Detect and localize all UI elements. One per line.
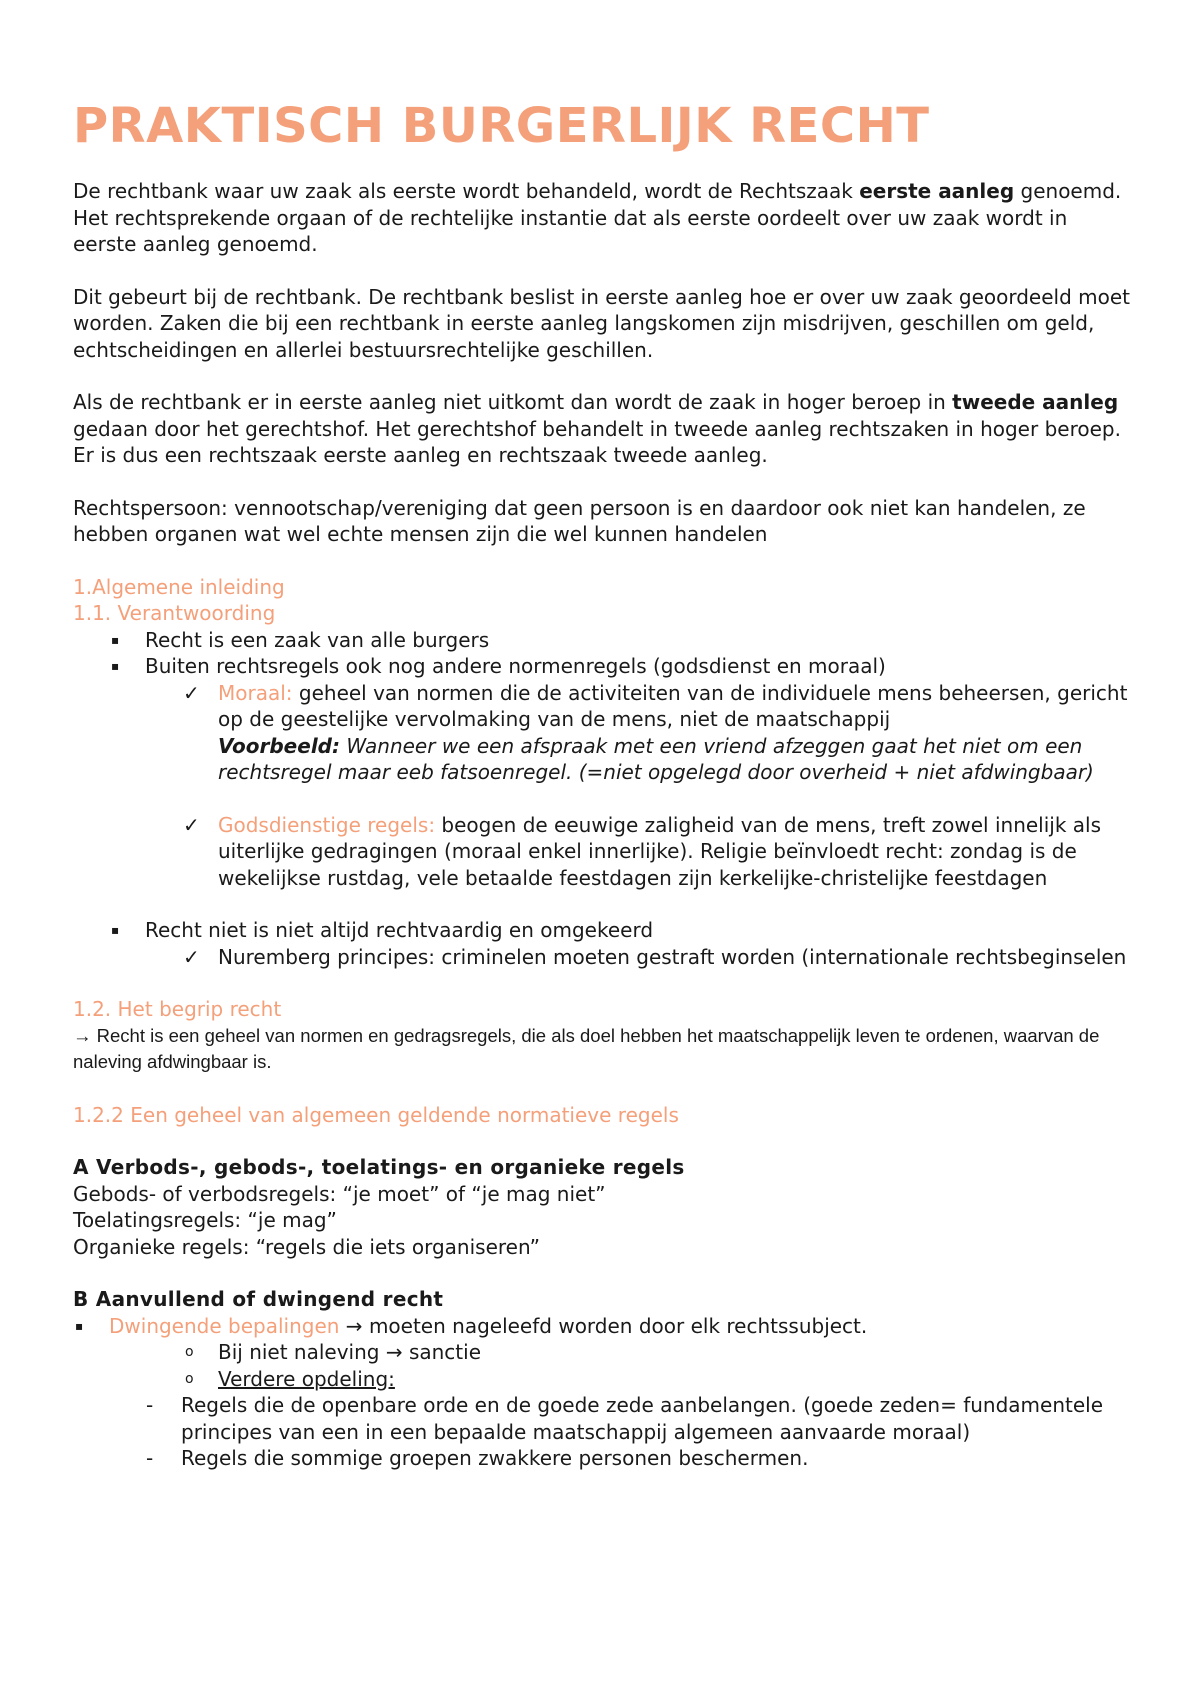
section-a-line-3: Organieke regels: “regels die iets organiseren”: [73, 1234, 540, 1259]
list-item-text: Recht is een zaak van alle burgers: [145, 627, 490, 652]
check-icon: ✓: [183, 680, 200, 705]
list-item: [73, 1366, 1133, 1393]
intro-p3-text-b: gedaan door het gerechtshof. Het gerechtshof behandelt in tweede aanleg rechtszaken in hoger beroep. Er is dus een rechtszaak eerste aanleg en rechtszaak tweede aanleg.: [73, 416, 1121, 467]
list-item-text: Recht niet is niet altijd rechtvaardig en omgekeerd: [145, 918, 654, 942]
circle-bullet-icon: o: [185, 1344, 194, 1360]
list-item-text: Bij niet naleving → sanctie: [218, 1340, 482, 1364]
definition-text: Recht is een geheel van normen en gedragsregels, die als doel hebben het maatschappelijk leven te ordenen, waarvan de naleving afdwingbaar is.: [73, 1024, 1100, 1072]
list-item: [73, 1339, 1133, 1366]
intro-paragraph-3: [73, 389, 1133, 469]
check-item-moraal: [73, 680, 1133, 786]
section-subheading-1-2: 1.2. Het begrip recht: [73, 997, 282, 1021]
arrow-icon: →: [339, 1313, 369, 1338]
intro-p3-text-a: Als de rechtbank er in eerste aanleg niet uitkomt dan wordt de zaak in hoger beroep in: [73, 390, 953, 414]
list-item: [73, 627, 1133, 654]
intro-p1-text-a: De rechtbank waar uw zaak als eerste wordt behandeld, wordt de Rechtszaak: [73, 179, 860, 203]
list-item: [73, 917, 1133, 944]
square-bullet-icon: ▪: [75, 1318, 84, 1333]
intro-paragraph-2: Dit gebeurt bij de rechtbank. De rechtbank beslist in eerste aanleg hoe er over uw zaak geoordeeld moet worden. Zaken die bij een rechtbank in eerste aanleg langskomen zijn misdrijven, geschillen om geld, echtscheidingen en allerlei bestuursrechtelijke geschillen.: [73, 284, 1131, 362]
check-item-text: beogen de eeuwige zaligheid van de mens, treft zowel innelijk als uiterlijke gedragingen (moraal enkel innerlijke). Religie beïnvloedt recht: zondag is de wekelijkse rustdag, vele betaalde feestdagen zijn kerkelijke-christelijke feestdagen: [218, 812, 1102, 890]
square-bullet-icon: ▪: [111, 923, 120, 937]
section-heading-b: B Aanvullend of dwingend recht: [73, 1287, 444, 1311]
check-item-nuremberg: [73, 944, 1133, 971]
list-item-text: moeten nageleefd worden door elk rechtssubject.: [368, 1313, 868, 1338]
list-item: [73, 1313, 1133, 1340]
section-a-line-2: Toelatingsregels: “je mag”: [73, 1208, 337, 1232]
square-bullet-icon: ▪: [111, 632, 120, 647]
section-heading-1: 1.Algemene inleiding: [73, 574, 285, 599]
intro-p3-bold: tweede aanleg: [952, 390, 1119, 414]
section-heading-a: A Verbods-, gebods-, toelatings- en organieke regels: [73, 1155, 685, 1179]
check-icon: ✓: [183, 944, 200, 969]
list-item-text: Verdere opdeling:: [218, 1366, 395, 1391]
check-item-text: Nuremberg principes: criminelen moeten gestraft worden (internationale rechtsbeginselen: [218, 944, 1127, 969]
arrow-icon: →: [73, 1024, 92, 1046]
list-item: [73, 653, 1133, 680]
check-item-label: Moraal:: [218, 680, 293, 705]
check-icon: ✓: [183, 812, 200, 837]
list-item: [73, 1392, 1133, 1445]
intro-paragraph-1: [73, 178, 1133, 258]
list-item: [73, 1445, 1133, 1472]
intro-p1-text-b: genoemd. Het rechtsprekende orgaan of de rechtelijke instantie dat als eerste oordeelt over uw zaak wordt in eerste aanleg genoemd.: [73, 179, 1122, 256]
list-item-text: Regels die de openbare orde en de goede zede aanbelangen. (goede zeden= fundamentele principes van een in een bepaalde maatschappij algemeen aanvaarde moraal): [181, 1393, 1104, 1444]
document-page: [73, 96, 1133, 1472]
check-item-text: geheel van normen die de activiteiten van de individuele mens beheersen, gericht op de geestelijke vervolmaking van de mens, niet de maatschappij: [218, 680, 1128, 731]
check-item-label: Godsdienstige regels:: [218, 812, 436, 837]
definition-paragraph: [73, 1023, 1133, 1076]
intro-p1-bold: eerste aanleg: [859, 179, 1015, 203]
section-subheading-1-1: 1.1. Verantwoording: [73, 601, 276, 625]
check-item-godsdienst: [73, 812, 1133, 892]
section-subheading-1-2-2: 1.2.2 Een geheel van algemeen geldende normatieve regels: [73, 1102, 679, 1127]
square-bullet-icon: ▪: [111, 659, 120, 673]
section-a-line-1: Gebods- of verbodsregels: “je moet” of “je mag niet”: [73, 1181, 606, 1206]
list-item-text: Regels die sommige groepen zwakkere personen beschermen.: [181, 1446, 809, 1470]
list-item-label: Dwingende bepalingen: [109, 1313, 340, 1338]
list-item-text: Buiten rechtsregels ook nog andere normenregels (godsdienst en moraal): [145, 654, 886, 678]
page-title: PRAKTISCH BURGERLIJK RECHT: [73, 98, 930, 154]
dash-bullet-icon: -: [146, 1446, 154, 1470]
example-text: Wanneer we een afspraak met een vriend afzeggen gaat het niet om een rechtsregel maar eeb fatsoenregel. (=niet opgelegd door overheid + niet afdwingbaar): [218, 733, 1094, 784]
dash-bullet-icon: -: [146, 1393, 154, 1417]
circle-bullet-icon: o: [185, 1370, 194, 1387]
intro-paragraph-4: Rechtspersoon: vennootschap/vereniging dat geen persoon is en daardoor ook niet kan handelen, ze hebben organen wat wel echte mensen zijn die wel kunnen handelen: [73, 495, 1086, 546]
example-label: Voorbeeld:: [218, 733, 340, 758]
